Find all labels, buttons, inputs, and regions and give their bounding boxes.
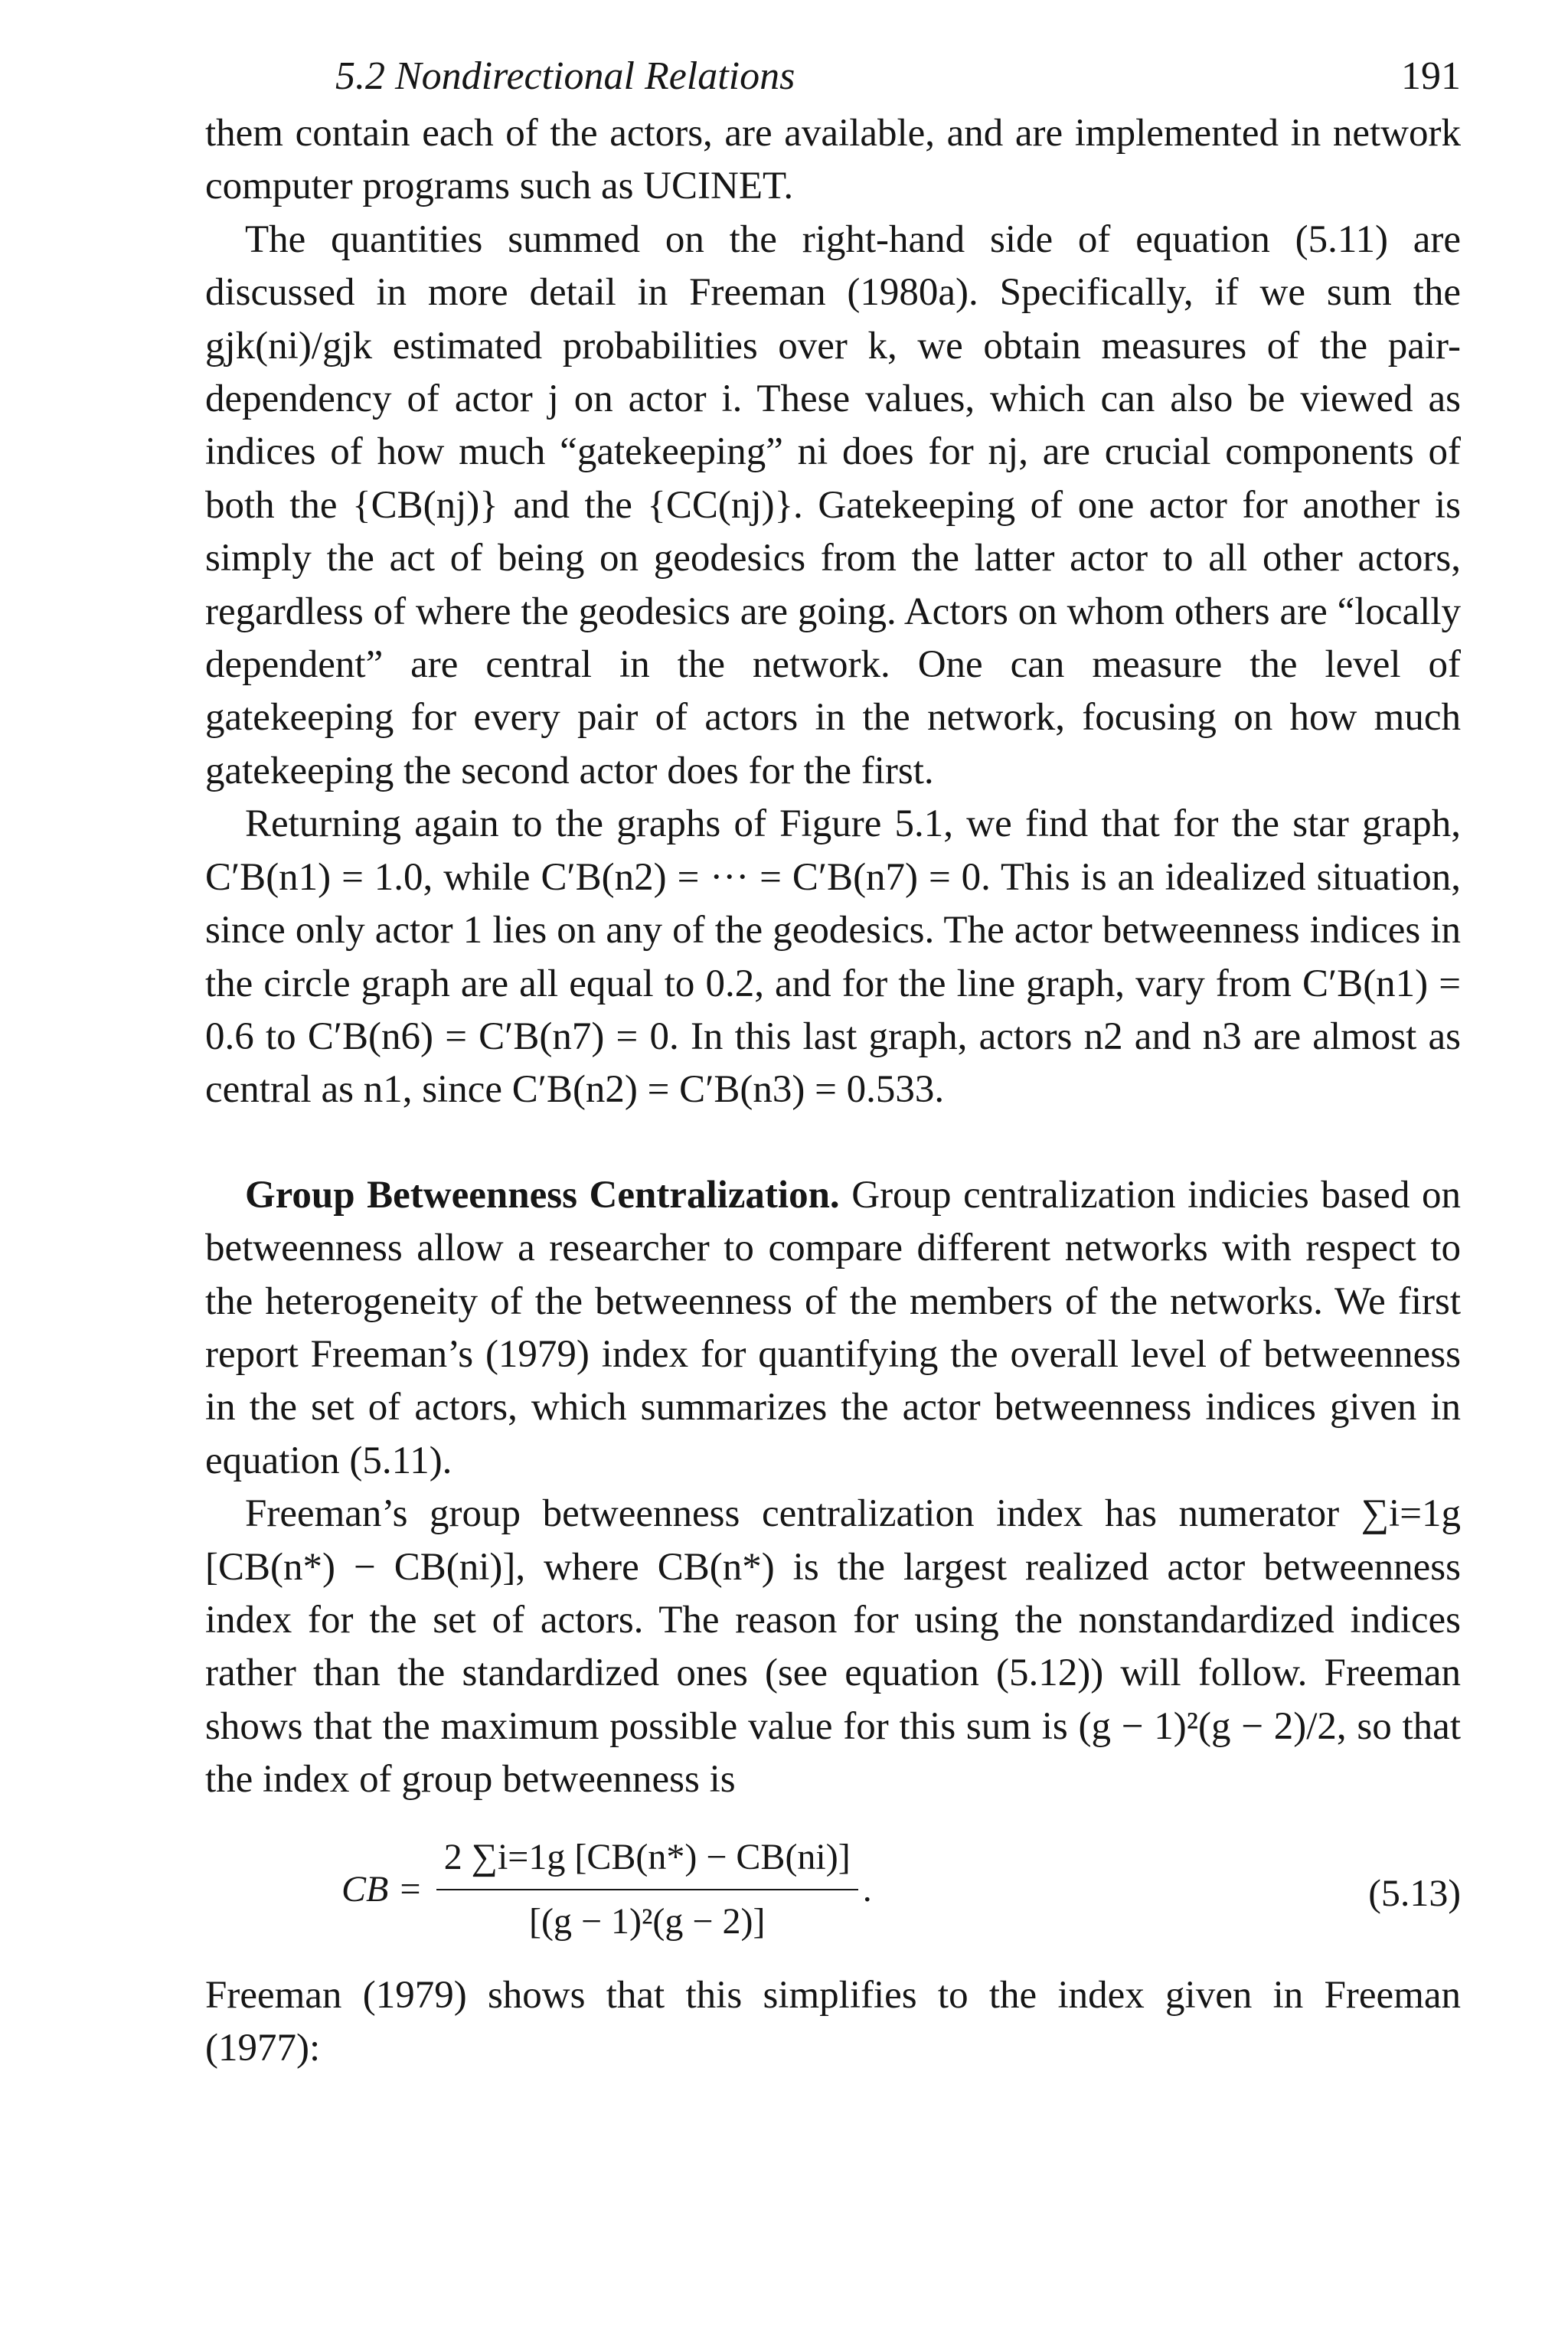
paragraph-figure-examples: Returning again to the graphs of Figure 5.1, we find that for the star graph, C′B(n1) = 1.0, while C′B(n2) = ··· = C′B(n7) = 0. This is an idealized situation, since only actor 1 lies on any of the geodesics. The actor betweenness indices in the circle graph are all equal to 0.2, and for the line graph, vary from C′B(n1) = 0.6 to C′B(n6) = C′B(n7) = 0. In this last graph, actors n2 and n3 are almost as central as n1, since C′B(n2) = C′B(n3) = 0.533.	[205, 802, 1461, 1112]
page-number: 191	[1401, 54, 1461, 98]
equation-fraction	[436, 1831, 858, 1948]
paragraph-simplification: Freeman (1979) shows that this simplifies to the index given in Freeman (1977):	[205, 1973, 1461, 2070]
book-page	[205, 46, 1461, 2075]
equation-denominator: [(g − 1)²(g − 2)]	[529, 1900, 766, 1942]
equation-number: (5.13)	[1368, 1870, 1461, 1914]
equation-lhs: CB =	[341, 1868, 423, 1910]
running-title: 5.2 Nondirectional Relations	[335, 54, 795, 98]
equation-numerator: 2 ∑i=1g [CB(n*) − CB(ni)]	[436, 1831, 858, 1890]
paragraph-pair-dependency: The quantities summed on the right-hand side of equation (5.11) are discussed in more detail in Freeman (1980a). Specifically, if we sum the gjk(ni)/gjk estimated probabilities over k, we obtain measures of the pair-dependency of actor j on actor i. These values, which can also be viewed as indices of how much “gatekeeping” ni does for nj, are crucial components of both the {CB(nj)} and the {CC(nj)}. Gatekeeping of one actor for another is simply the act of being on geodesics from the latter actor to all other actors, regardless of where the geodesics are going. Actors on whom others are “locally dependent” are central in the network. One can measure the level of gatekeeping for every pair of actors in the network, focusing on how much gatekeeping the second actor does for the first.	[205, 217, 1461, 792]
paragraph-section-lead	[205, 1169, 1461, 1488]
paragraph-freeman-index: Freeman’s group betweenness centralization index has numerator ∑i=1g [CB(n*) − CB(ni)], where CB(n*) is the largest realized actor betweenness index for the set of actors. The reason for using the nonstandardized indices rather than the standardized ones (see equation (5.12)) will follow. Freeman shows that the maximum possible value for this sum is (g − 1)²(g − 2)/2, so that the index of group betweenness is	[205, 1492, 1461, 1802]
equation-period: .	[862, 1868, 872, 1910]
equation-5-13	[205, 1824, 1461, 1955]
section-lead-text: Group centralization indicies	[851, 1173, 1309, 1217]
section-heading: Group Betweenness Centralization.	[245, 1173, 840, 1217]
paragraph-continuation: them contain each of the actors, are available, and are implemented in network computer programs such as UCINET.	[205, 112, 1461, 208]
running-header	[205, 46, 1461, 107]
section-spacer	[205, 1117, 1461, 1169]
section-lead-rest: based on betweenness allow a researcher to compare different networks with respect to the heterogeneity of the betweenness of the members of the networks. We first report Freeman’s (1979) index for quantifying the overall level of betweenness in the set of actors, which summarizes the actor betweenness indices given in equation (5.11).	[205, 1173, 1461, 1482]
equation-body	[341, 1824, 872, 1955]
page-body	[205, 107, 1461, 2075]
